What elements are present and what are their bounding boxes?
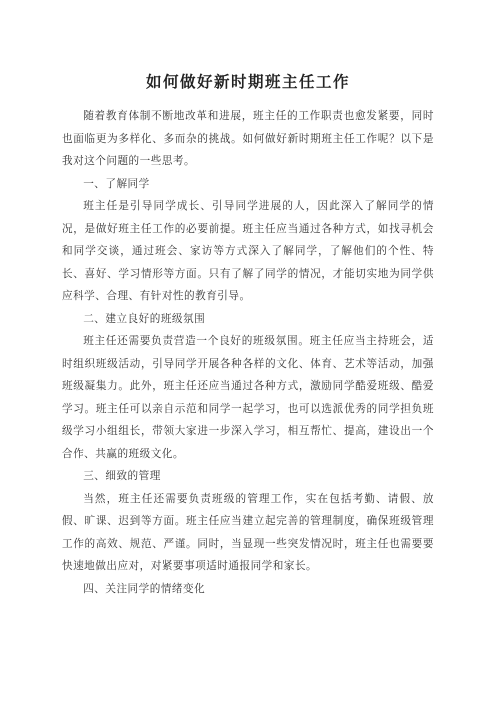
paragraph-management: 当然，班主任还需要负责班级的管理工作，实在包括考勤、请假、放假、旷课、迟到等方面。班主任应当建立起完善的管理制度，确保班级管理工作的高效、规范、严谨。同时，当显现一些突发情况时，班主任也需要要快速地做出应对，对紧要事项适时通报同学和家长。 <box>62 492 434 572</box>
paragraph-understand-students: 班主任是引导同学成长、引导同学进展的人，因此深入了解同学的情况，是做好班主任工作的必要前提。班主任应当通过各种方式，如找寻机会和同学交谈，通过班会、家访等方式深入了解同学，了解他们的个性、特长、喜好、学习情形等方面。只有了解了同学的情况，才能切实地为同学供应科学、合理、有针对性的教育引导。 <box>62 200 434 302</box>
paragraph-class-atmosphere: 班主任还需要负责营造一个良好的班级氛围。班主任应当主持班会，适时组织班级活动，引导同学开展各种各样的文化、体育、艺术等活动，加强班级凝集力。此外，班主任还应当通过各种方式，激励同学酷爱班级、酷爱学习。班主任可以亲自示范和同学一起学习，也可以选派优秀的同学担负班级学习小组组长，带领大家进一步深入学习，相互帮忙、提高，建设出一个合作、共赢的班级文化。 <box>62 335 434 460</box>
intro-paragraph: 随着教育体制不断地改革和进展，班主任的工作职责也愈发紧要，同时也面临更为多样化、多而杂的挑战。如何做好新时期班主任工作呢？以下是我对这个问题的一些思考。 <box>62 110 434 167</box>
section-heading-understand-students: 一、了解同学 <box>83 177 150 190</box>
page-title: 如何做好新时期班主任工作 <box>145 73 350 91</box>
document-body <box>62 105 434 600</box>
section-heading-class-atmosphere: 二、建立良好的班级氛围 <box>83 312 206 325</box>
section-heading-emotions: 四、关注同学的情绪变化 <box>83 582 206 595</box>
section-heading-management: 三、细致的管理 <box>83 470 161 482</box>
